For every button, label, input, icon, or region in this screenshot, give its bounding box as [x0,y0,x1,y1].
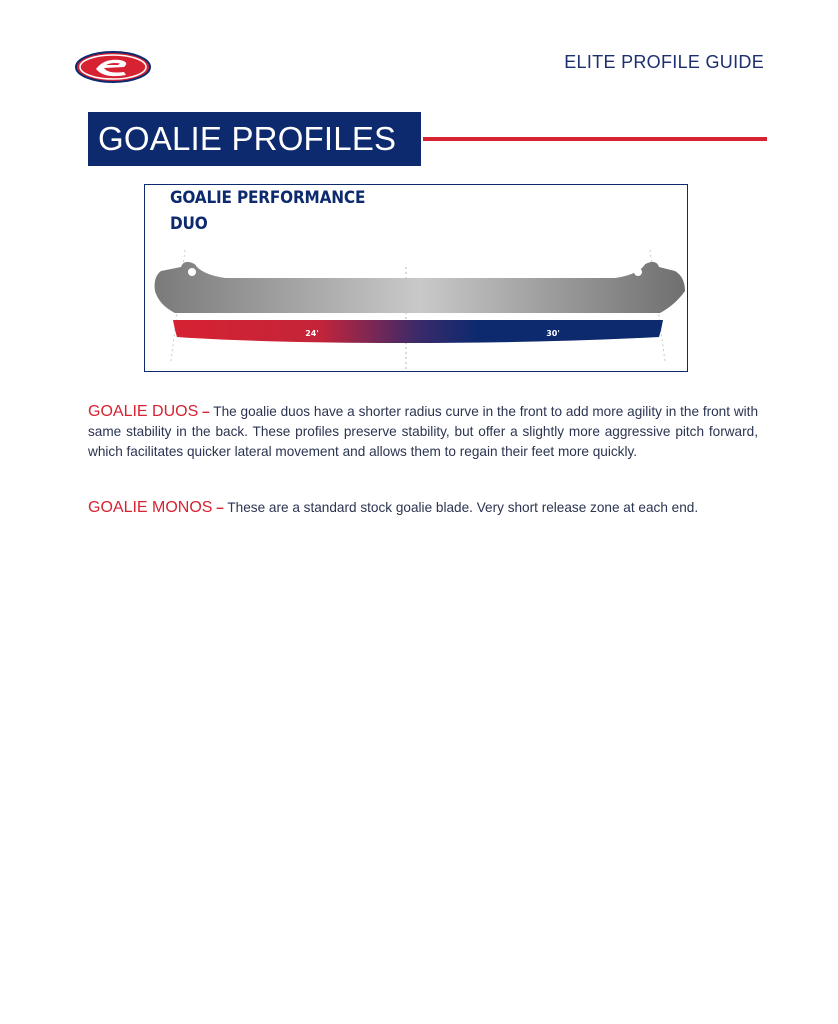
section-divider [423,137,767,141]
blade-runner [173,320,663,343]
blade-profile-diagram [144,184,688,372]
elite-e-logo-icon [74,50,152,84]
blade-illustration [145,185,687,371]
goalie-duos-text: The goalie duos have a shorter radius curve in the front to add more agility in the front with same stability in the back. These profiles preserve stability, but offer a slightly more aggressive pitch forward, which facilitates quicker lateral movement and allows them to regain their feet more quickly. [88,404,759,459]
blade-holder [155,262,685,313]
guide-title: ELITE PROFILE GUIDE [564,52,764,72]
front-radius-label: 24' [305,329,319,338]
front-mount-hole [188,268,196,276]
back-radius-label: 30' [546,329,560,338]
goalie-monos-paragraph [88,498,758,518]
goalie-monos-text: These are a standard stock goalie blade. Very short release zone at each end. [227,500,699,515]
goalie-monos-heading: GOALIE MONOS [88,499,213,516]
diagram-title-line1: GOALIE PERFORMANCE [170,188,366,208]
back-mount-hole [634,268,642,276]
goalie-duos-paragraph [88,402,758,462]
goalie-duos-heading: GOALIE DUOS [88,403,199,420]
goalie-monos-dash: – [216,500,224,515]
diagram-title-line2: DUO [170,214,208,234]
goalie-duos-dash: – [202,404,210,419]
section-title: GOALIE PROFILES [88,112,421,166]
